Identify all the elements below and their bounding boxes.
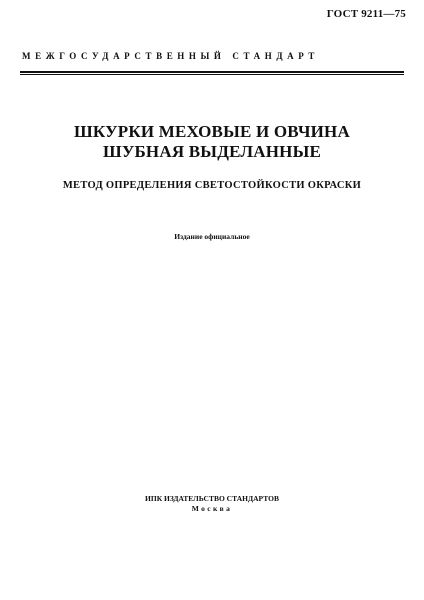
publisher-city: Москва <box>191 504 233 513</box>
header-rule-thin <box>20 74 404 75</box>
interstate-standard-header: МЕЖГОСУДАРСТВЕННЫЙ СТАНДАРТ <box>22 51 320 61</box>
edition-note: Издание официальное <box>174 232 250 241</box>
title-line-1: ШКУРКИ МЕХОВЫЕ И ОВЧИНА <box>74 122 350 141</box>
document-subtitle: МЕТОД ОПРЕДЕЛЕНИЯ СВЕТОСТОЙКОСТИ ОКРАСКИ <box>62 180 362 191</box>
document-title <box>0 122 424 162</box>
publisher-name: ИПК ИЗДАТЕЛЬСТВО СТАНДАРТОВ <box>145 494 279 503</box>
title-line-2: ШУБНАЯ ВЫДЕЛАННЫЕ <box>102 142 322 161</box>
header-rule-thick <box>20 71 404 73</box>
standard-number: ГОСТ 9211—75 <box>326 8 406 20</box>
